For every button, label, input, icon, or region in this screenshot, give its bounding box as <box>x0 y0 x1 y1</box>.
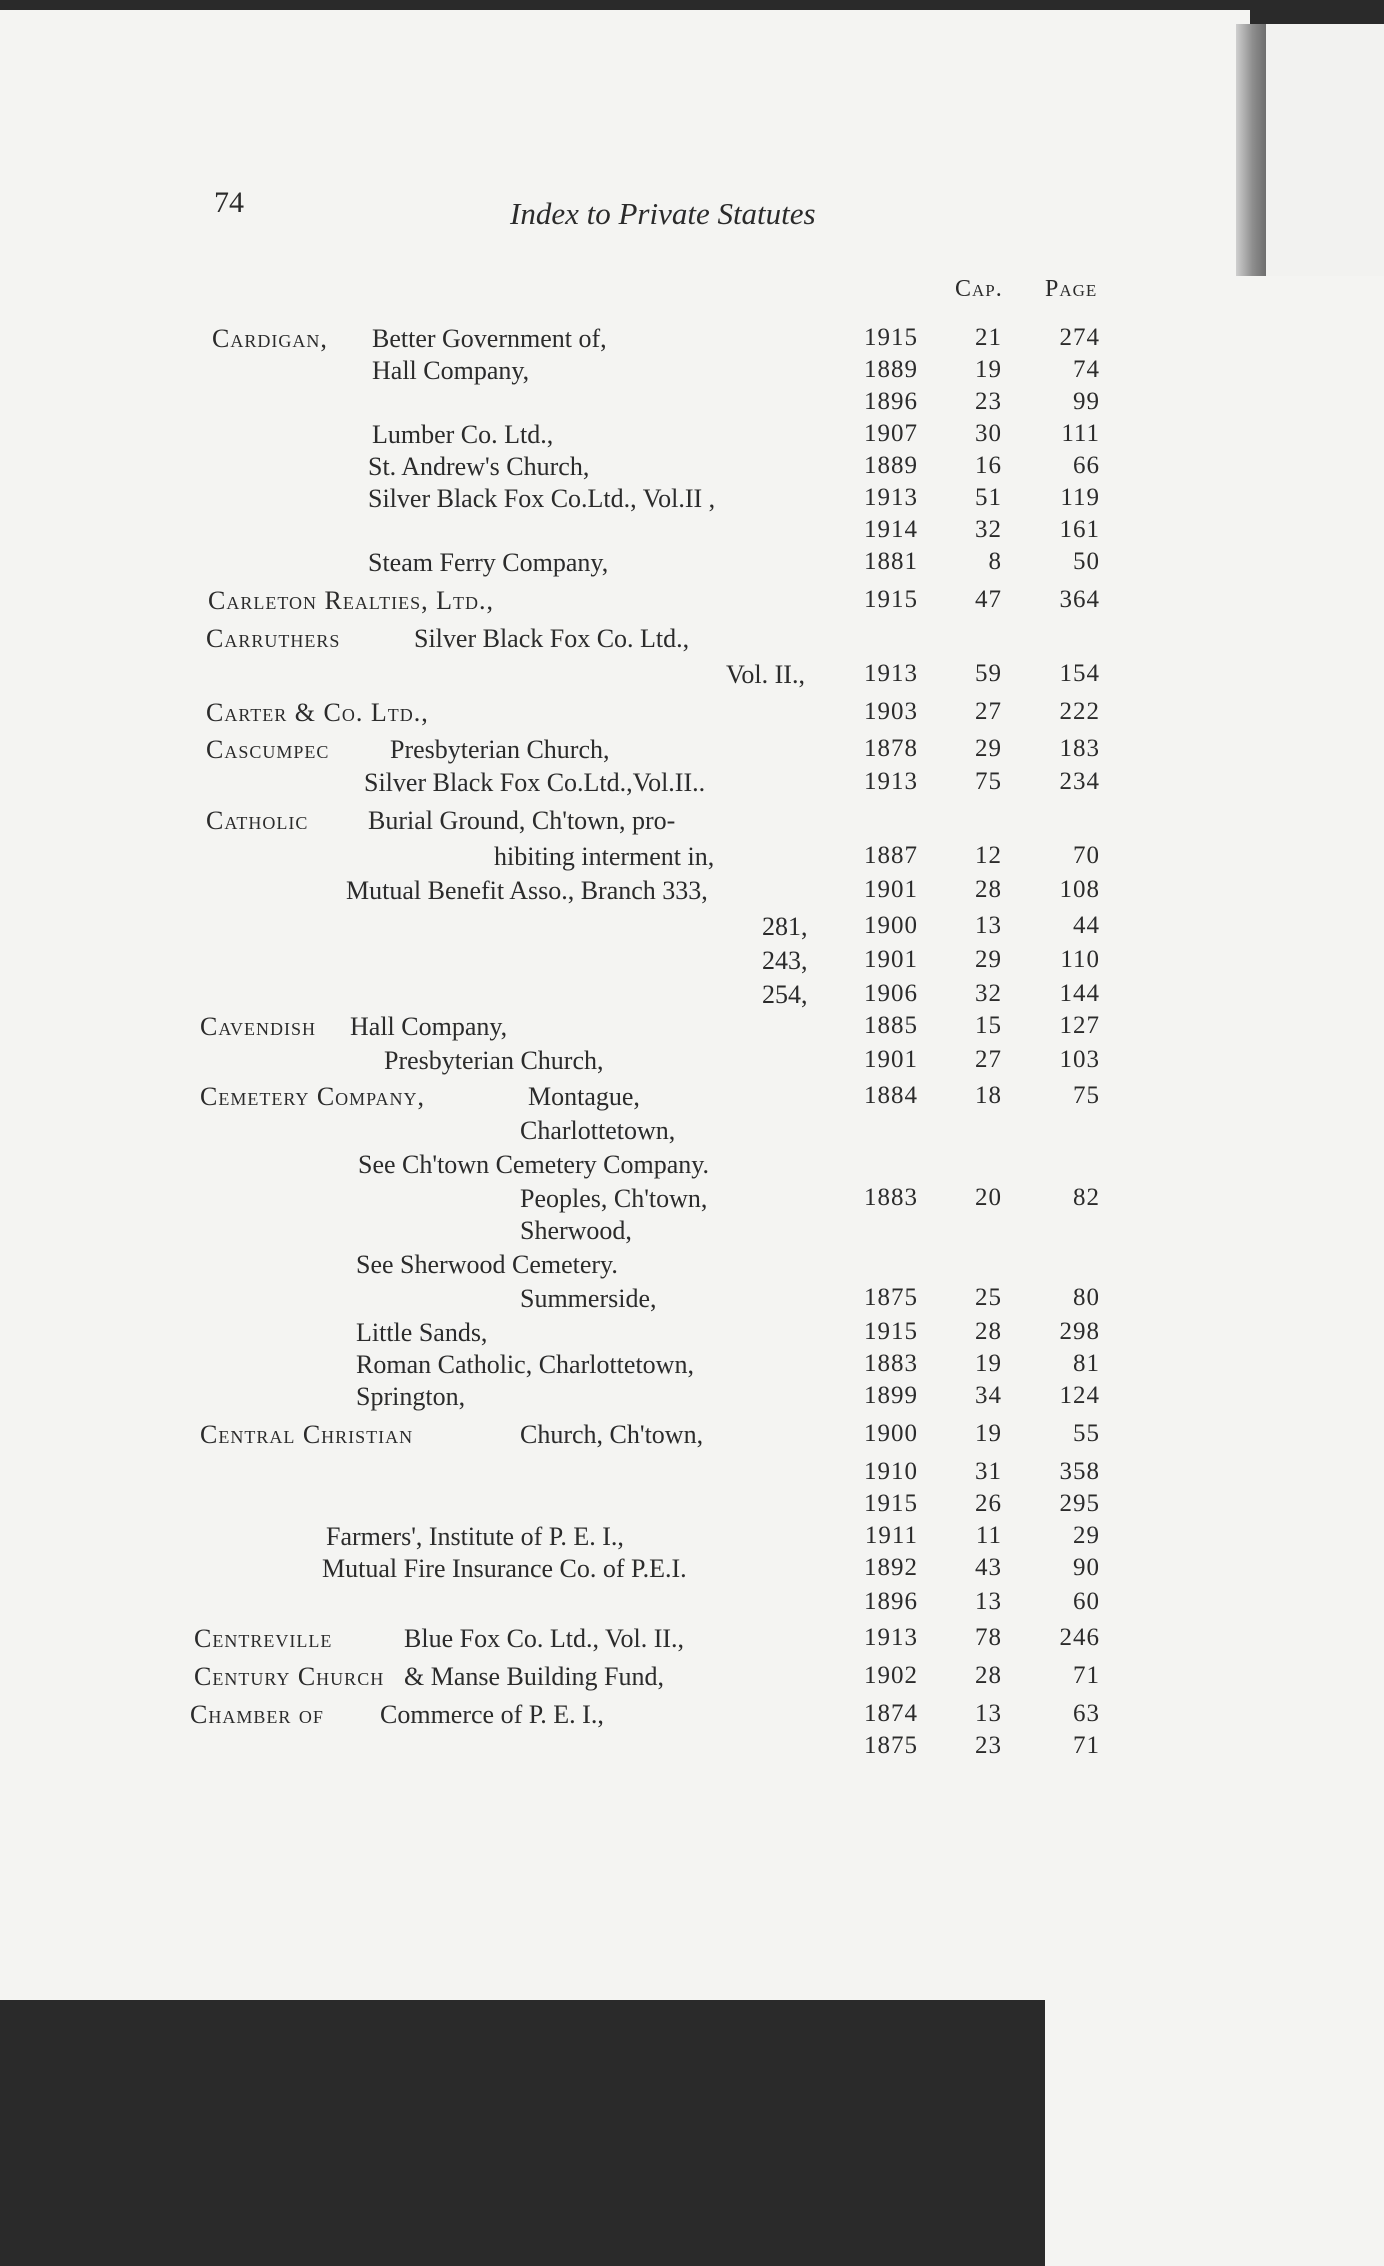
entry-cap: 13 <box>975 1700 1002 1727</box>
entry-text: Lumber Co. Ltd., <box>372 420 554 449</box>
index-entry-row <box>0 1012 1240 1046</box>
entry-year: 1913 <box>864 1624 918 1651</box>
entry-cap: 29 <box>975 735 1002 762</box>
index-entry-row <box>0 1150 1240 1184</box>
entry-cap: 34 <box>975 1382 1002 1409</box>
entry-text: Vol. II., <box>726 660 805 689</box>
entry-cap: 21 <box>975 324 1002 351</box>
entry-page: 274 <box>1059 324 1100 351</box>
entry-page: 364 <box>1059 586 1100 613</box>
entry-cap: 31 <box>975 1458 1002 1485</box>
index-entry-row <box>0 1522 1240 1556</box>
index-entry-row <box>0 1700 1240 1734</box>
entry-page: 154 <box>1059 660 1100 687</box>
entry-text: See Ch'town Cemetery Company. <box>358 1150 710 1179</box>
entry-text: & Manse Building Fund, <box>404 1662 665 1691</box>
index-entry-row <box>0 842 1240 876</box>
index-entry-row <box>0 876 1240 910</box>
index-entry-row <box>0 324 1240 358</box>
index-entry-row <box>0 1250 1240 1284</box>
entry-page: 50 <box>1073 548 1100 575</box>
entry-text: Presbyterian Church, <box>390 735 610 764</box>
entry-page: 74 <box>1073 356 1100 383</box>
entry-text: See Sherwood Cemetery. <box>356 1250 618 1279</box>
entry-page: 82 <box>1073 1184 1100 1211</box>
page-title: Index to Private Statutes <box>510 196 816 231</box>
entry-heading: Centreville <box>194 1624 333 1653</box>
index-entry-row <box>0 1554 1240 1588</box>
entry-cap: 23 <box>975 1732 1002 1759</box>
entry-page: 29 <box>1073 1522 1100 1549</box>
entry-text: Hall Company, <box>350 1012 508 1041</box>
entry-cap: 19 <box>975 356 1002 383</box>
entry-page: 298 <box>1059 1318 1100 1345</box>
index-entry-row <box>0 1184 1240 1218</box>
entry-page: 358 <box>1059 1458 1100 1485</box>
entry-heading: Carleton Realties, Ltd., <box>208 586 495 615</box>
entry-text: Mutual Benefit Asso., Branch 333, <box>346 876 708 905</box>
entry-page: 144 <box>1059 980 1100 1007</box>
index-entry-row <box>0 1216 1240 1250</box>
entry-year: 1896 <box>864 1588 918 1615</box>
entry-text: Church, Ch'town, <box>520 1420 704 1449</box>
entry-cap: 11 <box>975 1522 1002 1549</box>
entry-page: 127 <box>1059 1012 1100 1039</box>
entry-text: St. Andrew's Church, <box>368 452 590 481</box>
entry-year: 1889 <box>864 452 918 479</box>
entry-heading: Central Christian <box>200 1420 414 1449</box>
entry-year: 1915 <box>864 324 918 351</box>
entry-text: Charlottetown, <box>520 1116 676 1145</box>
entry-year: 1915 <box>864 1490 918 1517</box>
entry-cap: 28 <box>975 1318 1002 1345</box>
entry-text: Little Sands, <box>356 1318 488 1347</box>
column-header-page: Page <box>1045 276 1384 2266</box>
entry-cap: 47 <box>975 586 1002 613</box>
entry-heading: Cavendish <box>200 1012 317 1041</box>
entry-year: 1903 <box>864 698 918 725</box>
entry-year: 1899 <box>864 1382 918 1409</box>
entry-cap: 29 <box>975 946 1002 973</box>
entry-year: 1875 <box>864 1732 918 1759</box>
entry-page: 70 <box>1073 842 1100 869</box>
entry-heading: Cascumpec <box>206 735 330 764</box>
entry-year: 1881 <box>864 548 918 575</box>
entry-cap: 30 <box>975 420 1002 447</box>
entry-page: 183 <box>1059 735 1100 762</box>
entry-text: 281, <box>762 912 808 941</box>
entry-page: 119 <box>1060 484 1100 511</box>
entry-cap: 28 <box>975 876 1002 903</box>
entry-cap: 51 <box>975 484 1002 511</box>
entry-text: Sherwood, <box>520 1216 632 1245</box>
entry-text: Burial Ground, Ch'town, pro- <box>368 806 676 835</box>
entry-cap: 59 <box>975 660 1002 687</box>
entry-page: 246 <box>1059 1624 1100 1651</box>
entry-year: 1901 <box>864 946 918 973</box>
entry-page: 99 <box>1073 388 1100 415</box>
entry-year: 1906 <box>864 980 918 1007</box>
index-entry-row <box>0 452 1240 486</box>
column-header-cap: Cap. <box>955 276 1003 302</box>
entry-text: Roman Catholic, Charlottetown, <box>356 1350 694 1379</box>
entry-year: 1885 <box>864 1012 918 1039</box>
index-entry-row <box>0 1624 1240 1658</box>
entry-text: Blue Fox Co. Ltd., Vol. II., <box>404 1624 685 1653</box>
entry-year: 1900 <box>864 1420 918 1447</box>
entry-cap: 16 <box>975 452 1002 479</box>
entry-heading: Chamber of <box>190 1700 324 1729</box>
entry-year: 1900 <box>864 912 918 939</box>
entry-text: Commerce of P. E. I., <box>380 1700 604 1729</box>
entry-page: 103 <box>1059 1046 1100 1073</box>
entry-year: 1884 <box>864 1082 918 1109</box>
entry-text: 243, <box>762 946 808 975</box>
entry-text: Montague, <box>528 1082 640 1111</box>
entry-cap: 43 <box>975 1554 1002 1581</box>
entry-year: 1902 <box>864 1662 918 1689</box>
entry-year: 1892 <box>864 1554 918 1581</box>
entry-text: Farmers', Institute of P. E. I., <box>326 1522 624 1551</box>
index-entry-row <box>0 548 1240 582</box>
index-entry-row <box>0 1420 1240 1454</box>
index-entry-row <box>0 1350 1240 1384</box>
index-entry-row <box>0 946 1240 980</box>
index-entry-row <box>0 1588 1240 1622</box>
index-entry-row <box>0 768 1240 802</box>
index-entry-row <box>0 356 1240 390</box>
index-entry-row <box>0 1046 1240 1080</box>
entry-heading: Carruthers <box>206 624 341 653</box>
index-entry-row <box>0 1382 1240 1416</box>
entry-cap: 25 <box>975 1284 1002 1311</box>
entry-page: 81 <box>1073 1350 1100 1377</box>
entry-text: Presbyterian Church, <box>384 1046 604 1075</box>
entry-year: 1889 <box>864 356 918 383</box>
entry-year: 1883 <box>864 1184 918 1211</box>
index-entry-row <box>0 980 1240 1014</box>
entry-page: 44 <box>1073 912 1100 939</box>
entry-page: 55 <box>1073 1420 1100 1447</box>
entry-year: 1874 <box>864 1700 918 1727</box>
entry-cap: 78 <box>975 1624 1002 1651</box>
entry-heading: Cardigan, <box>212 324 328 353</box>
entry-cap: 32 <box>975 516 1002 543</box>
entry-cap: 19 <box>975 1350 1002 1377</box>
index-entry-row <box>0 735 1240 769</box>
index-entry-row <box>0 1116 1240 1150</box>
index-entry-row <box>0 516 1240 550</box>
entry-page: 66 <box>1073 452 1100 479</box>
index-entry-row <box>0 698 1240 732</box>
entry-cap: 28 <box>975 1662 1002 1689</box>
index-entry-row <box>0 912 1240 946</box>
entry-text: Peoples, Ch'town, <box>520 1184 708 1213</box>
entry-page: 161 <box>1059 516 1100 543</box>
index-entry-row <box>0 660 1240 694</box>
entry-text: 254, <box>762 980 808 1009</box>
index-entry-row <box>0 1082 1240 1116</box>
entry-text: Silver Black Fox Co.Ltd.,Vol.II.. <box>364 768 706 797</box>
entry-year: 1878 <box>864 735 918 762</box>
entry-cap: 18 <box>975 1082 1002 1109</box>
entry-cap: 8 <box>988 548 1002 575</box>
entry-cap: 12 <box>975 842 1002 869</box>
index-entry-row <box>0 1284 1240 1318</box>
index-entry-row <box>0 1458 1240 1492</box>
index-entry-row <box>0 1732 1240 1766</box>
entry-heading: Cemetery Company, <box>200 1082 426 1111</box>
index-entry-row <box>0 1490 1240 1524</box>
entry-year: 1910 <box>864 1458 918 1485</box>
entry-text: hibiting interment in, <box>494 842 715 871</box>
entry-year: 1901 <box>864 876 918 903</box>
entry-page: 71 <box>1073 1732 1100 1759</box>
entry-year: 1913 <box>864 660 918 687</box>
entry-year: 1896 <box>864 388 918 415</box>
index-entry-row <box>0 388 1240 422</box>
entry-page: 90 <box>1073 1554 1100 1581</box>
index-entry-row <box>0 1662 1240 1696</box>
entry-year: 1915 <box>864 1318 918 1345</box>
entry-text: Mutual Fire Insurance Co. of P.E.I. <box>322 1554 687 1583</box>
entry-heading: Carter & Co. Ltd., <box>206 698 429 727</box>
entry-year: 1907 <box>864 420 918 447</box>
entry-page: 71 <box>1073 1662 1100 1689</box>
entry-text: Steam Ferry Company, <box>368 548 609 577</box>
page-number: 74 <box>214 186 244 219</box>
entry-cap: 13 <box>975 912 1002 939</box>
entry-page: 63 <box>1073 1700 1100 1727</box>
entry-page: 295 <box>1059 1490 1100 1517</box>
entry-year: 1914 <box>864 516 918 543</box>
entry-year: 1901 <box>864 1046 918 1073</box>
index-entry-row <box>0 624 1240 658</box>
entry-page: 80 <box>1073 1284 1100 1311</box>
entry-cap: 19 <box>975 1420 1002 1447</box>
entry-page: 111 <box>1061 420 1100 447</box>
entry-text: Summerside, <box>520 1284 657 1313</box>
entry-page: 110 <box>1060 946 1100 973</box>
entry-year: 1913 <box>864 768 918 795</box>
entry-cap: 26 <box>975 1490 1002 1517</box>
entry-cap: 75 <box>975 768 1002 795</box>
entry-cap: 15 <box>975 1012 1002 1039</box>
entry-text: Silver Black Fox Co. Ltd., <box>414 624 690 653</box>
index-entry-row <box>0 586 1240 620</box>
entry-cap: 13 <box>975 1588 1002 1615</box>
index-entry-row <box>0 806 1240 840</box>
entry-year: 1911 <box>864 1522 918 1549</box>
entry-text: Better Government of, <box>372 324 607 353</box>
entry-cap: 32 <box>975 980 1002 1007</box>
entry-page: 75 <box>1073 1082 1100 1109</box>
entry-cap: 27 <box>975 1046 1002 1073</box>
entry-year: 1875 <box>864 1284 918 1311</box>
entry-page: 108 <box>1059 876 1100 903</box>
entry-page: 124 <box>1059 1382 1100 1409</box>
entry-heading: Century Church <box>194 1662 385 1691</box>
entry-heading: Catholic <box>206 806 309 835</box>
entry-text: Springton, <box>356 1382 466 1411</box>
entry-page: 60 <box>1073 1588 1100 1615</box>
entry-cap: 23 <box>975 388 1002 415</box>
entry-page: 222 <box>1059 698 1100 725</box>
index-entry-row <box>0 484 1240 518</box>
index-entry-row <box>0 1318 1240 1352</box>
entry-year: 1915 <box>864 586 918 613</box>
entry-cap: 20 <box>975 1184 1002 1211</box>
index-entry-row <box>0 420 1240 454</box>
entry-text: Hall Company, <box>372 356 530 385</box>
entry-year: 1887 <box>864 842 918 869</box>
entry-page: 234 <box>1059 768 1100 795</box>
entry-year: 1883 <box>864 1350 918 1377</box>
entry-year: 1913 <box>864 484 918 511</box>
entry-text: Silver Black Fox Co.Ltd., Vol.II , <box>368 484 716 513</box>
entry-cap: 27 <box>975 698 1002 725</box>
